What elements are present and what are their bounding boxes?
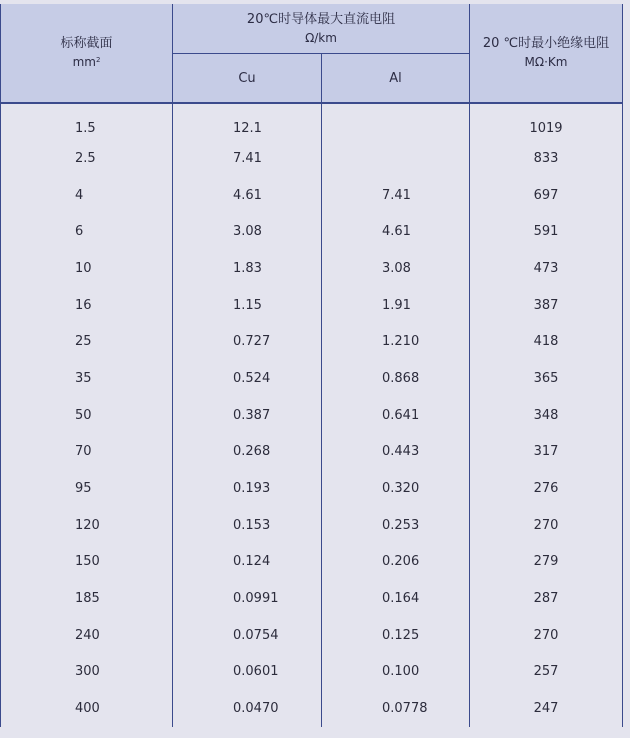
- table-body: [1, 103, 623, 727]
- cell-al-resistance: [322, 140, 470, 177]
- table-row: [1, 654, 623, 691]
- cell-nominal-section: 400: [1, 690, 173, 727]
- cell-al-resistance: 4.61: [322, 213, 470, 250]
- cell-insulation-resistance: 317: [470, 434, 623, 471]
- table-header: [1, 4, 623, 103]
- cell-insulation-resistance: 270: [470, 507, 623, 544]
- cell-nominal-section: 25: [1, 323, 173, 360]
- cell-insulation-resistance: 473: [470, 250, 623, 287]
- cell-nominal-section: 240: [1, 617, 173, 654]
- cell-al-resistance: 0.125: [322, 617, 470, 654]
- table-row: [1, 580, 623, 617]
- table-row: [1, 470, 623, 507]
- table-row: [1, 360, 623, 397]
- cell-nominal-section: 50: [1, 397, 173, 434]
- cell-cu-resistance: 0.124: [173, 544, 322, 581]
- cell-cu-resistance: 4.61: [173, 177, 322, 214]
- table-row: [1, 213, 623, 250]
- cell-cu-resistance: 12.1: [173, 103, 322, 140]
- header-dc-resistance-unit: Ω/km: [305, 30, 337, 45]
- table-row: [1, 177, 623, 214]
- header-insulation-resistance-label: 20 ℃时最小绝缘电阻: [482, 36, 610, 51]
- cell-al-resistance: 7.41: [322, 177, 470, 214]
- cell-cu-resistance: 1.15: [173, 287, 322, 324]
- cell-nominal-section: 185: [1, 580, 173, 617]
- cell-insulation-resistance: 418: [470, 323, 623, 360]
- cell-insulation-resistance: 1019: [470, 103, 623, 140]
- cell-al-resistance: 0.320: [322, 470, 470, 507]
- cell-insulation-resistance: 287: [470, 580, 623, 617]
- cell-cu-resistance: 1.83: [173, 250, 322, 287]
- cell-nominal-section: 6: [1, 213, 173, 250]
- header-insulation-resistance-unit: MΩ·Km: [524, 55, 568, 69]
- cell-insulation-resistance: 348: [470, 397, 623, 434]
- cell-cu-resistance: 0.727: [173, 323, 322, 360]
- cell-cu-resistance: 0.0470: [173, 690, 322, 727]
- cell-insulation-resistance: 270: [470, 617, 623, 654]
- cell-nominal-section: 70: [1, 434, 173, 471]
- table-row: [1, 617, 623, 654]
- header-insulation-resistance: [470, 4, 623, 103]
- cell-al-resistance: 1.91: [322, 287, 470, 324]
- cell-insulation-resistance: 247: [470, 690, 623, 727]
- cell-insulation-resistance: 276: [470, 470, 623, 507]
- cell-nominal-section: 300: [1, 654, 173, 691]
- cell-al-resistance: 0.253: [322, 507, 470, 544]
- cell-al-resistance: 0.443: [322, 434, 470, 471]
- header-nominal-section: [1, 4, 173, 103]
- table-row: [1, 434, 623, 471]
- cell-insulation-resistance: 591: [470, 213, 623, 250]
- table-row: [1, 250, 623, 287]
- cell-cu-resistance: 0.524: [173, 360, 322, 397]
- cell-cu-resistance: 0.0754: [173, 617, 322, 654]
- cell-cu-resistance: 0.0601: [173, 654, 322, 691]
- cell-al-resistance: 0.641: [322, 397, 470, 434]
- cell-al-resistance: 0.868: [322, 360, 470, 397]
- table-row: [1, 323, 623, 360]
- table-row: [1, 103, 623, 140]
- cell-nominal-section: 16: [1, 287, 173, 324]
- cell-cu-resistance: 0.268: [173, 434, 322, 471]
- cell-cu-resistance: 7.41: [173, 140, 322, 177]
- table-row: [1, 287, 623, 324]
- table-row: [1, 140, 623, 177]
- cell-insulation-resistance: 365: [470, 360, 623, 397]
- cell-al-resistance: 0.0778: [322, 690, 470, 727]
- cell-al-resistance: 1.210: [322, 323, 470, 360]
- cell-cu-resistance: 0.193: [173, 470, 322, 507]
- cell-nominal-section: 10: [1, 250, 173, 287]
- cell-cu-resistance: 0.153: [173, 507, 322, 544]
- cell-insulation-resistance: 833: [470, 140, 623, 177]
- header-dc-resistance-label: 20℃时导体最大直流电阻: [246, 11, 396, 27]
- table-row: [1, 544, 623, 581]
- cell-cu-resistance: 0.387: [173, 397, 322, 434]
- cell-insulation-resistance: 257: [470, 654, 623, 691]
- cell-insulation-resistance: 279: [470, 544, 623, 581]
- header-nominal-section-label: 标称截面: [60, 36, 113, 51]
- cell-nominal-section: 4: [1, 177, 173, 214]
- header-cu: Cu: [173, 54, 322, 104]
- cell-nominal-section: 35: [1, 360, 173, 397]
- cell-al-resistance: 0.164: [322, 580, 470, 617]
- cell-nominal-section: 2.5: [1, 140, 173, 177]
- cell-nominal-section: 120: [1, 507, 173, 544]
- cell-nominal-section: 150: [1, 544, 173, 581]
- cell-al-resistance: [322, 103, 470, 140]
- cell-al-resistance: 0.100: [322, 654, 470, 691]
- cell-al-resistance: 3.08: [322, 250, 470, 287]
- cell-al-resistance: 0.206: [322, 544, 470, 581]
- cell-cu-resistance: 3.08: [173, 213, 322, 250]
- header-dc-resistance: [173, 4, 470, 54]
- header-al: Al: [322, 54, 470, 104]
- table-row: [1, 507, 623, 544]
- cell-insulation-resistance: 697: [470, 177, 623, 214]
- cell-nominal-section: 1.5: [1, 103, 173, 140]
- table-row: [1, 397, 623, 434]
- header-nominal-section-unit: $mm^2$: [72, 55, 101, 69]
- cell-nominal-section: 95: [1, 470, 173, 507]
- cell-insulation-resistance: 387: [470, 287, 623, 324]
- cable-spec-table: [0, 4, 623, 727]
- cell-cu-resistance: 0.0991: [173, 580, 322, 617]
- table-row: [1, 690, 623, 727]
